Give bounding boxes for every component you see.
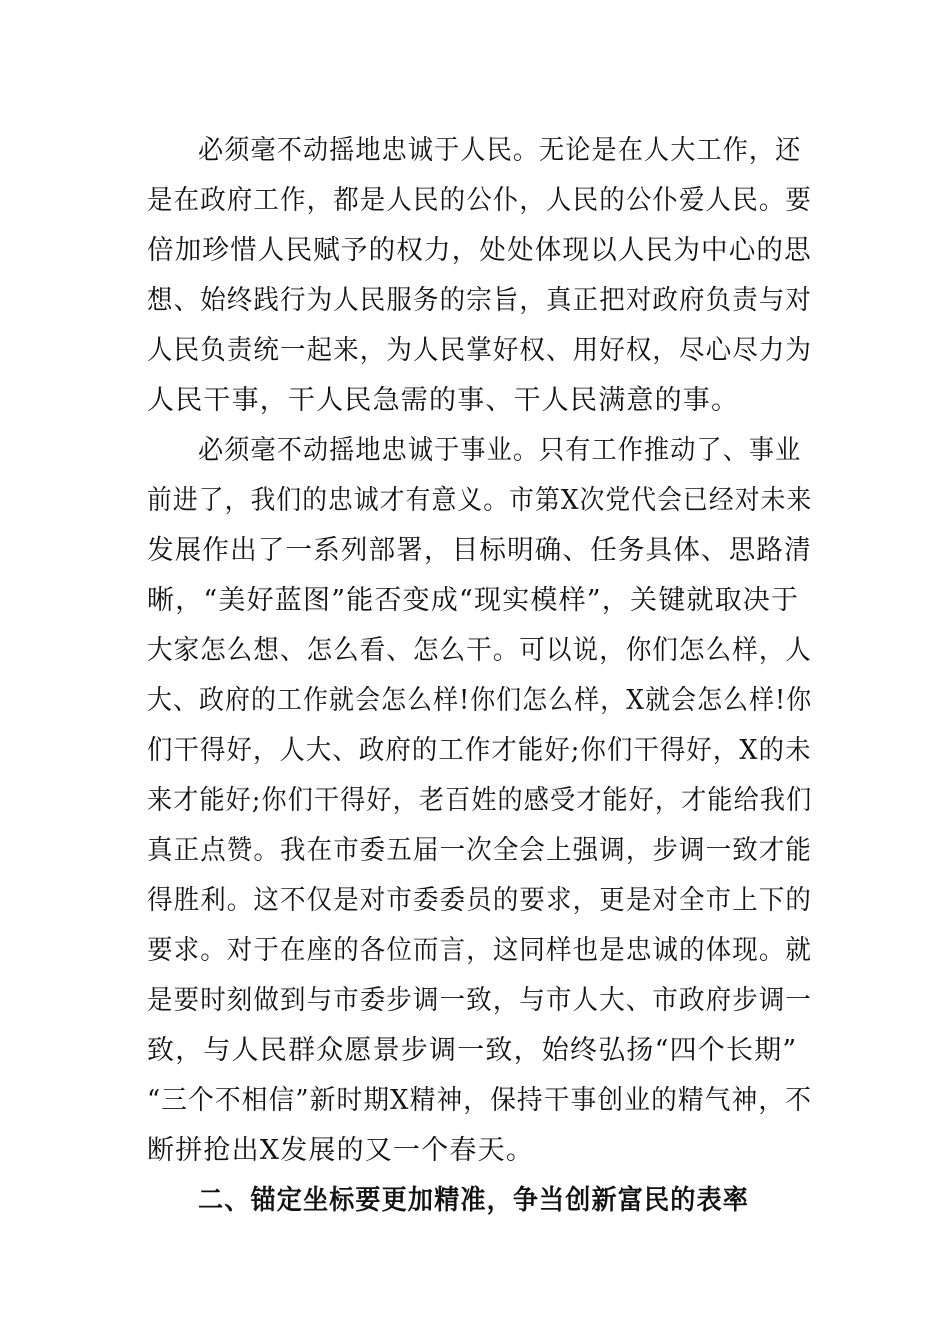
paragraph-1-line-6: 人民干事，干人民急需的事、干人民满意的事。 — [147, 385, 740, 416]
paragraph-1-line-2: 是在政府工作，都是人民的公仆，人民的公仆爱人民。要 — [147, 185, 813, 216]
paragraph-2-line-7: 们干得好，人大、政府的工作才能好;你们干得好，X的未 — [147, 735, 812, 766]
paragraph-2-line-13: 致，与人民群众愿景步调一致，始终弘扬“四个长期” — [147, 1035, 798, 1066]
paragraph-2-line-6: 大、政府的工作就会怎么样!你们怎么样，X就会怎么样!你 — [147, 685, 813, 716]
paragraph-1-line-3: 倍加珍惜人民赋予的权力，处处体现以人民为中心的思 — [147, 235, 812, 266]
paragraph-2-line-4: 晰，“美好蓝图”能否变成“现实模样”，关键就取决于 — [147, 585, 800, 616]
section-heading: 二、锚定坐标要更加精准，争当创新富民的表率 — [198, 1185, 749, 1216]
paragraph-2-line-10: 得胜利。这不仅是对市委委员的要求，更是对全市上下的 — [147, 885, 813, 916]
paragraph-2-line-5: 大家怎么想、怎么看、怎么干。可以说，你们怎么样，人 — [147, 635, 813, 666]
paragraph-2-line-3: 发展作出了一系列部署，目标明确、任务具体、思路清 — [147, 535, 812, 566]
paragraph-2-line-1: 必须毫不动摇地忠诚于事业。只有工作推动了、事业 — [198, 435, 802, 466]
paragraph-2-line-9: 真正点赞。我在市委五届一次全会上强调，步调一致才能 — [147, 835, 813, 866]
paragraph-1-line-4: 想、始终践行为人民服务的宗旨，真正把对政府负责与对 — [147, 285, 813, 316]
paragraph-1-line-1: 必须毫不动摇地忠诚于人民。无论是在人大工作，还 — [198, 135, 802, 166]
paragraph-2-line-14: “三个不相信”新时期X精神，保持干事创业的精气神，不 — [147, 1085, 813, 1116]
paragraph-2-line-2: 前进了，我们的忠诚才有意义。市第X次党代会已经对未来 — [147, 485, 813, 516]
paragraph-2-line-15: 断拼抢出X发展的又一个春天。 — [147, 1135, 535, 1166]
paragraph-2-line-8: 来才能好;你们干得好，老百姓的感受才能好，才能给我们 — [147, 785, 813, 816]
paragraph-2-line-11: 要求。对于在座的各位而言，这同样也是忠诚的体现。就 — [147, 935, 813, 966]
paragraph-1-line-5: 人民负责统一起来，为人民掌好权、用好权，尽心尽力为 — [147, 335, 813, 366]
paragraph-2-line-12: 是要时刻做到与市委步调一致，与市人大、市政府步调一 — [147, 985, 813, 1016]
